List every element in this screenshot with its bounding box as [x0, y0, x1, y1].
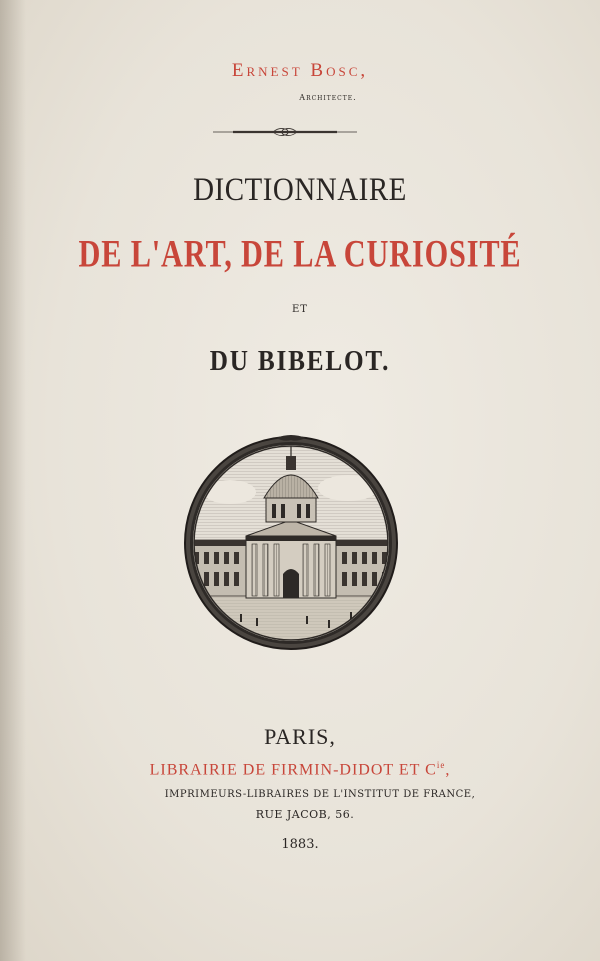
publisher-end: ,	[445, 761, 451, 779]
title-line-1: DICTIONNAIRE	[193, 172, 407, 208]
title-conjunction: ET	[292, 304, 308, 315]
institut-de-france-emblem	[180, 432, 402, 654]
imprint-year: 1883.	[281, 837, 319, 852]
author-role: Architecte.	[299, 93, 357, 102]
title-line-2: DE L'ART, DE LA CURIOSITÉ	[78, 233, 522, 277]
title-line-3: DU BIBELOT.	[209, 346, 391, 377]
ornamental-rule	[213, 126, 357, 138]
imprint-publisher	[0, 760, 600, 779]
publisher-superscript: ie	[436, 760, 446, 770]
publisher-name: LIBRAIRIE DE FIRMIN-DIDOT ET C	[149, 761, 437, 779]
imprint-city: PARIS,	[264, 724, 336, 749]
imprint-address: RUE JACOB, 56.	[255, 808, 355, 821]
author-name: Ernest Bosc,	[231, 60, 369, 81]
imprint-printers: IMPRIMEURS-LIBRAIRES DE L'INSTITUT DE FRANCE,	[164, 789, 476, 800]
